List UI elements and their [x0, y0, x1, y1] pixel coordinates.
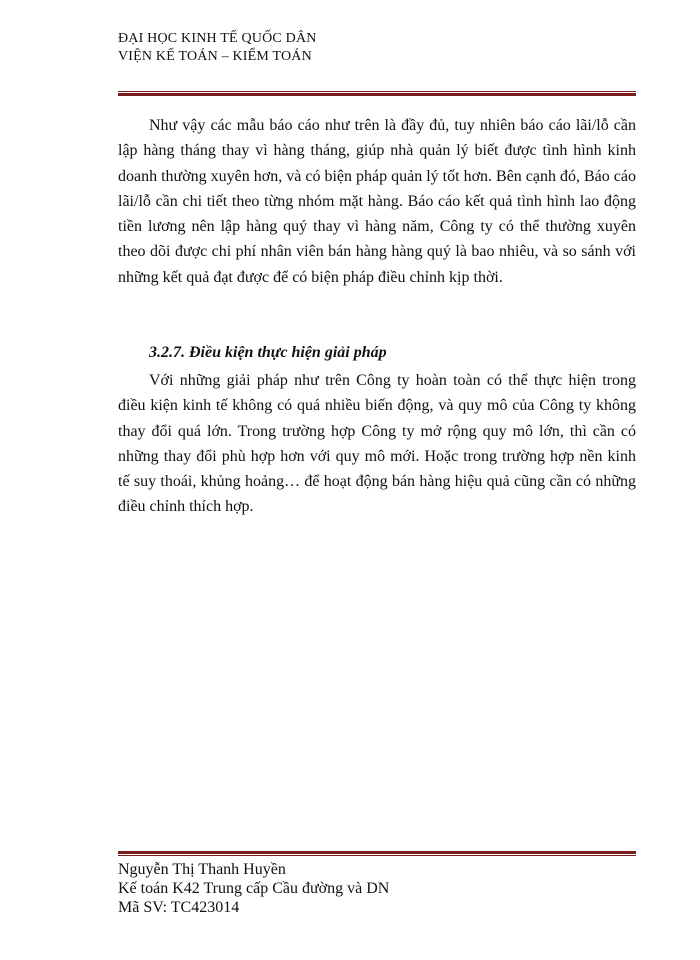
institute-name: VIỆN KẾ TOÁN – KIỂM TOÁN — [118, 49, 312, 64]
author-name: Nguyễn Thị Thanh Huyền — [118, 861, 286, 878]
body-paragraph-1 — [118, 113, 636, 290]
header-divider — [118, 91, 636, 96]
footer-divider — [118, 851, 636, 856]
body-paragraph-2 — [118, 368, 636, 520]
page-footer — [118, 860, 389, 917]
section-heading: 3.2.7. Điều kiện thực hiện giải pháp — [149, 344, 387, 361]
page-header — [118, 30, 317, 66]
student-id: Mã SV: TC423014 — [118, 899, 240, 916]
university-name: ĐẠI HỌC KINH TẾ QUỐC DÂN — [118, 31, 317, 46]
paragraph-text: Như vậy các mẫu báo cáo như trên là đầy đủ, tuy nhiên báo cáo lãi/lỗ cần lập hàng tháng thay vì hàng tháng, giúp nhà quản lý biết được tình hình kinh doanh thường xuyên hơn, và có biện pháp quản lý tốt hơn. Bên cạnh đó, Báo cáo lãi/lỗ cần chi tiết theo từng nhóm mặt hàng. Báo cáo kết quả tình hình lao động tiền lương nên lập hàng quý thay vì hàng năm, Công ty có thể thường xuyên theo dõi được chi phí nhân viên bán hàng hàng quý là bao nhiêu, và so sánh với những kết quả đạt được để có biện pháp điều chỉnh kịp thời. — [118, 117, 636, 286]
paragraph-text: Với những giải pháp như trên Công ty hoàn toàn có thể thực hiện trong điều kiện kinh tế không có quá nhiều biến động, và quy mô của Công ty không thay đổi quá lớn. Trong trường hợp Công ty mở rộng quy mô lớn, thì cần có những thay đổi phù hợp hơn với quy mô mới. Hoặc trong trường hợp nền kinh tế suy thoái, khủng hoảng… để hoạt động bán hàng hiệu quả cũng cần có những điều chỉnh thích hợp. — [118, 372, 636, 516]
class-name: Kế toán K42 Trung cấp Cầu đường và DN — [118, 880, 390, 897]
